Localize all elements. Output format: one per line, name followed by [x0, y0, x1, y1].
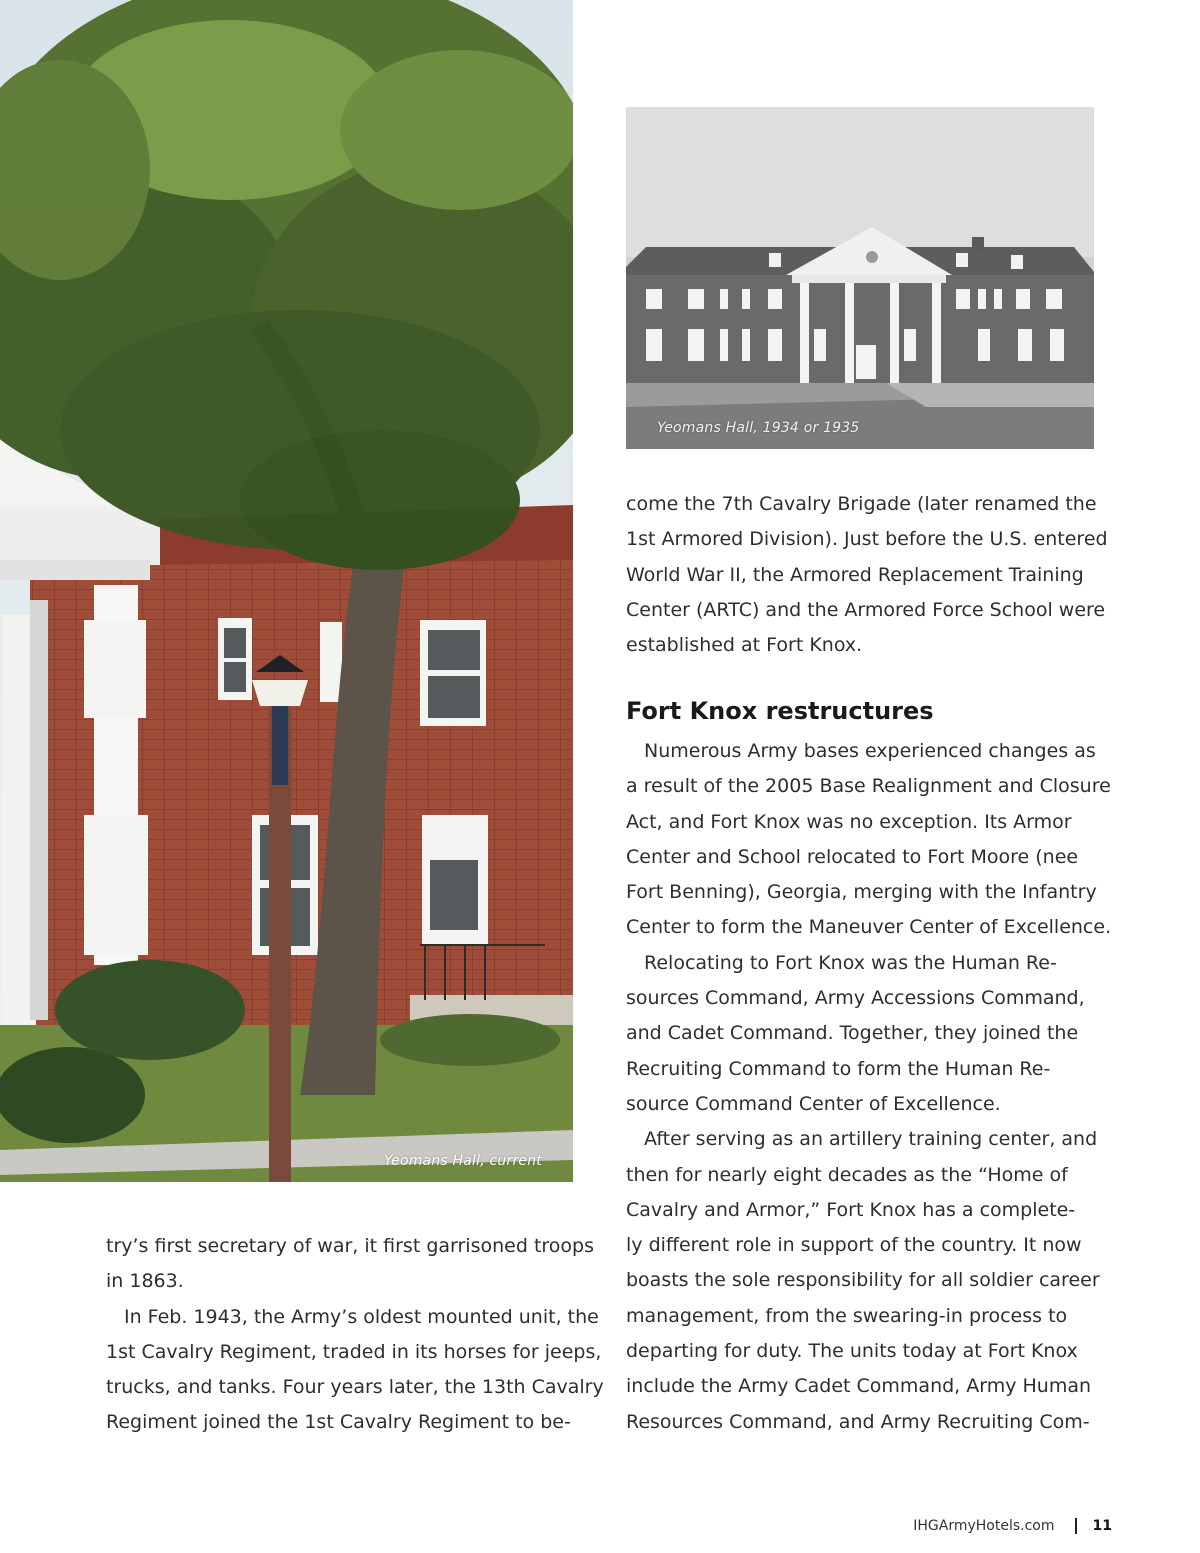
text-line: trucks, and tanks. Four years later, the 13th Cavalry [106, 1376, 604, 1399]
photo-current-illustration [0, 0, 573, 1182]
text-line: Numerous Army bases experienced changes as [644, 740, 1096, 762]
text-line: Center to form the Maneuver Center of Excellence. [626, 916, 1112, 939]
text-line: Relocating to Fort Knox was the Human Re- [644, 951, 1057, 974]
text-line: 1st Cavalry Regiment, traded in its horses for jeeps, [106, 1340, 602, 1363]
text-line: a result of the 2005 Base Realignment and Closure [626, 775, 1111, 798]
text-line: and Cadet Command. Together, they joined the [626, 1022, 1079, 1045]
page-footer [913, 1518, 1112, 1534]
text-line: boasts the sole responsibility for all soldier career [626, 1269, 1100, 1292]
footer-website: IHGArmyHotels.com [913, 1518, 1055, 1534]
left-text-column [106, 1229, 604, 1441]
photo-caption-historic: Yeomans Hall, 1934 or 1935 [657, 420, 860, 436]
text-line: ly different role in support of the country. It now [626, 1234, 1082, 1257]
text-line: source Command Center of Excellence. [626, 1092, 1001, 1115]
text-line: established at Fort Knox. [626, 634, 863, 657]
text-line: try’s first secretary of war, it first garrisoned troops [106, 1235, 594, 1257]
page-number: 11 [1092, 1518, 1112, 1534]
text-line: World War II, the Armored Replacement Training [626, 563, 1084, 586]
footer-divider [1075, 1518, 1077, 1534]
text-line: After serving as an artillery training center, and [644, 1128, 1098, 1151]
text-line: Center (ARTC) and the Armored Force School were [626, 598, 1106, 621]
photo-yeomans-hall-current [0, 0, 573, 1182]
text-line: Cavalry and Armor,” Fort Knox has a complete- [626, 1198, 1076, 1221]
photo-yeomans-hall-historic [626, 107, 1094, 449]
photo-caption-current: Yeomans Hall, current [383, 1153, 542, 1169]
text-line: in 1863. [106, 1270, 184, 1293]
text-line: departing for duty. The units today at Fort Knox [626, 1340, 1078, 1363]
right-text-column-top [626, 487, 1108, 663]
text-line: In Feb. 1943, the Army’s oldest mounted unit, the [124, 1305, 599, 1328]
text-line: then for nearly eight decades as the “Home of [626, 1163, 1068, 1186]
right-text-column-section [626, 734, 1112, 1440]
text-line: 1st Armored Division). Just before the U.S. entered [626, 528, 1108, 551]
text-line: sources Command, Army Accessions Command, [626, 987, 1085, 1010]
text-line: Fort Benning), Georgia, merging with the Infantry [626, 881, 1097, 904]
section-heading: Fort Knox restructures [626, 697, 934, 725]
photo-historic-illustration [626, 107, 1094, 449]
text-line: come the 7th Cavalry Brigade (later renamed the [626, 493, 1097, 515]
text-line: management, from the swearing-in process to [626, 1304, 1068, 1327]
text-line: Act, and Fort Knox was no exception. Its Armor [626, 810, 1072, 833]
text-line: Recruiting Command to form the Human Re- [626, 1057, 1051, 1080]
text-line: Center and School relocated to Fort Moore (nee [626, 845, 1079, 868]
text-line: Resources Command, and Army Recruiting Com- [626, 1410, 1090, 1433]
text-line: Regiment joined the 1st Cavalry Regiment to be- [106, 1411, 571, 1434]
text-line: include the Army Cadet Command, Army Human [626, 1375, 1092, 1398]
